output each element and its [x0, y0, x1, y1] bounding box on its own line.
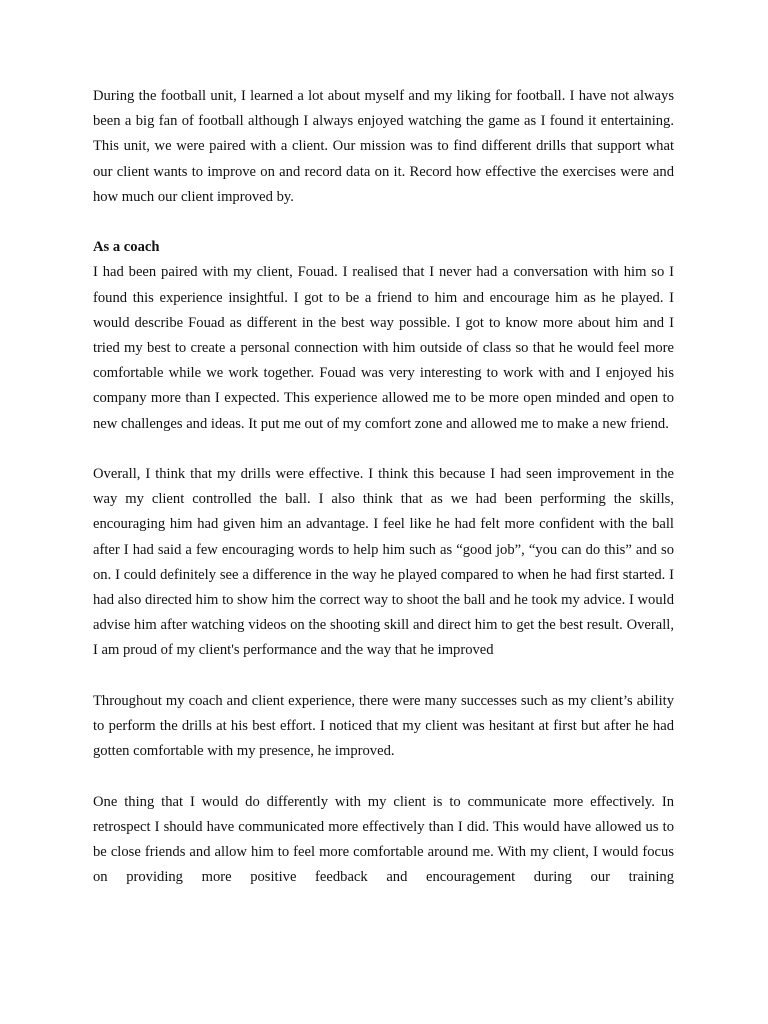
intro-paragraph: During the football unit, I learned a lot about myself and my liking for football. I have not always been a big fan of football although I always enjoyed watching the game as I found it entertaining. This unit, we were paired with a client. Our mission was to find different drills that support what our client wants to improve on and record data on it. Record how effective the exercises were and how much our client improved by.	[93, 88, 674, 205]
differently-paragraph: One thing that I would do differently with my client is to communicate more effectively. In retrospect I should have communicated more effectively than I did. This would have allowed us to be close friends and allow him to feel more comfortable around me. With my client, I would focus on providing more positive feedback and encouragement during our training	[93, 793, 674, 886]
coach-heading: As a coach	[93, 239, 160, 256]
coach-paragraph: I had been paired with my client, Fouad. I realised that I never had a conversation with him so I found this experience insightful. I got to be a friend to him and encourage him as he played. I would describe Fouad as different in the best way possible. I got to know more about him and I tried my best to create a personal connection with him outside of class so that he would feel more comfortable while we work together. Fouad was very interesting to work with and I enjoyed his company more than I expected. This experience allowed me to be more open minded and open to new challenges and ideas. It put me out of my comfort zone and allowed me to make a new friend.	[93, 264, 674, 432]
successes-paragraph: Throughout my coach and client experience, there were many successes such as my client’s ability to perform the drills at his best effort. I noticed that my client was hesitant at first but after he had gotten comfortable with my presence, he improved.	[93, 692, 674, 760]
document-body	[93, 84, 674, 916]
overall-paragraph: Overall, I think that my drills were effective. I think this because I had seen improvement in the way my client controlled the ball. I also think that as we had been performing the skills, encouraging him had given him an advantage. I feel like he had felt more confident with the ball after I had said a few encouraging words to help him such as “good job”, “you can do this” and so on. I could definitely see a difference in the way he played compared to when he had first started. I had also directed him to show him the correct way to shoot the ball and he took my advice. I would advise him after watching videos on the shooting skill and direct him to get the best result. Overall, I am proud of my client's performance and the way that he improved	[93, 466, 674, 659]
